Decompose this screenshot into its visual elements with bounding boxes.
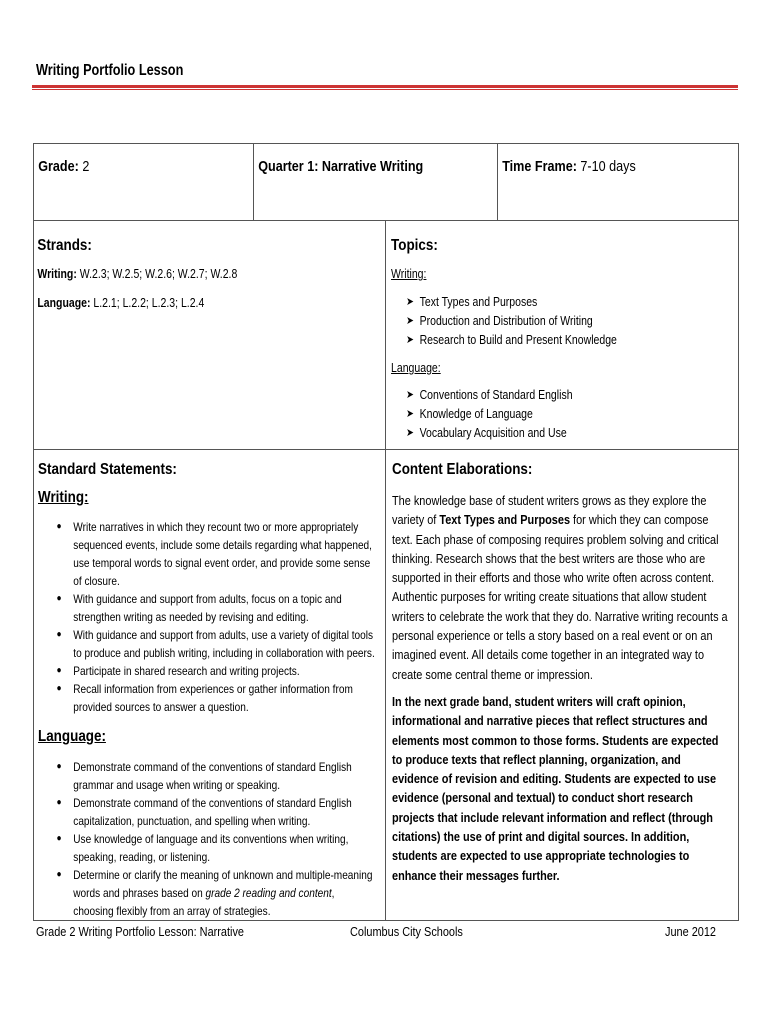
elaborations-paragraph-2: In the next grade band, student writers will craft opinion, informational and narrative pieces that reflect structures and elements most common to those forms. Students are expected to produce texts that reflect planning, organization, and evidence of revision and editing. Students are expected to use evidence (personal and textual) to conduct short research projects that include relevant information and reflect (through citations) the use of print and digital sources. In addition, students are expected to use appropriate technologies to enhance their messages further. [392, 693, 719, 883]
list-item: ● Demonstrate command of the conventions of standard English capitalization, punctuation, and spelling when writing. [56, 796, 352, 828]
quarter-cell [254, 144, 498, 221]
standards-writing-list [56, 518, 377, 716]
bullet-icon: ● [56, 683, 62, 694]
arrow-bullet-icon: ➤ [406, 296, 414, 308]
lesson-table [33, 143, 739, 921]
timeframe-value: 7-10 days [580, 158, 636, 175]
standards-cell [34, 450, 386, 921]
topics-heading: Topics: [391, 237, 438, 254]
strands-writing-value: W.2.3; W.2.5; W.2.6; W.2.7; W.2.8 [79, 267, 238, 281]
arrow-bullet-icon: ➤ [406, 408, 414, 420]
topics-cell [386, 221, 739, 450]
elaborations-cell [386, 450, 739, 921]
bullet-icon: ● [56, 797, 62, 808]
topics-writing-label: Writing: [391, 267, 427, 281]
arrow-bullet-icon: ➤ [406, 334, 414, 346]
list-item: ➤ Vocabulary Acquisition and Use [406, 424, 682, 443]
strands-writing-label: Writing: [37, 267, 77, 281]
list-item: ● Write narratives in which they recount two or more appropriately sequenced events, include some details regarding what happened, use temporal words to signal event order, and provide some sense of closure. [56, 520, 372, 588]
timeframe-cell [498, 144, 739, 221]
standards-heading: Standard Statements: [38, 461, 177, 478]
bullet-icon: ● [56, 869, 62, 880]
grade-label: Grade: [38, 158, 79, 175]
bullet-icon: ● [56, 761, 62, 772]
list-item: ➤ Conventions of Standard English [406, 386, 682, 405]
topics-language-list [406, 386, 682, 443]
strands-heading: Strands: [37, 237, 92, 254]
list-item: ● Demonstrate command of the conventions of standard English grammar and usage when writing or speaking. [56, 760, 352, 792]
arrow-bullet-icon: ➤ [406, 427, 414, 439]
strands-language-label: Language: [37, 296, 91, 310]
list-item: ● Participate in shared research and writing projects. [56, 664, 300, 678]
list-item: ● Determine or clarify the meaning of unknown and multiple-meaning words and phrases based on grade 2 reading and content, choosing flexibly from an array of strategies. [56, 868, 373, 918]
standards-language-heading: Language: [38, 728, 106, 745]
list-item: ● Use knowledge of language and its conventions when writing, speaking, reading, or listening. [56, 832, 349, 864]
quarter-label: Quarter 1: Narrative Writing [258, 158, 424, 175]
grade-cell [34, 144, 254, 221]
list-item: ➤ Text Types and Purposes [406, 293, 682, 312]
arrow-bullet-icon: ➤ [406, 389, 414, 401]
list-item: ● With guidance and support from adults, focus on a topic and strengthen writing as needed by revising and editing. [56, 592, 342, 624]
strands-cell [34, 221, 386, 450]
elaborations-heading: Content Elaborations: [392, 461, 533, 478]
document-title: Writing Portfolio Lesson [36, 62, 184, 79]
standards-language-list [56, 758, 377, 920]
strands-language-value: L.2.1; L.2.2; L.2.3; L.2.4 [93, 296, 205, 310]
footer-center: Columbus City Schools [350, 924, 463, 939]
elaborations-paragraph-1: The knowledge base of student writers grows as they explore the variety of Text Types and Purposes for which they can compose text. Each phase of composing requires problem solving and critical thinking. Research shows that the best writers are those who are supported in their efforts and those who write often across content. Authentic purposes for writing create situations that allow student writers to celebrate the work that they do. Narrative writing recounts a personal experience or tells a story based on a real event or on an imagined event. All details come together in an integrated way to create some central theme or impression. [392, 493, 728, 682]
list-item: ● With guidance and support from adults, use a variety of digital tools to produce and publish writing, including in collaboration with peers. [56, 628, 375, 660]
list-item: ➤ Production and Distribution of Writing [406, 312, 682, 331]
list-item: ● Recall information from experiences or gather information from provided sources to answer a question. [56, 682, 353, 714]
list-item: ➤ Research to Build and Present Knowledge [406, 331, 682, 350]
timeframe-label: Time Frame: [502, 158, 577, 175]
bullet-icon: ● [56, 593, 62, 604]
title-rule-thick [32, 85, 738, 88]
bullet-icon: ● [56, 521, 62, 532]
bullet-icon: ● [56, 665, 62, 676]
bullet-icon: ● [56, 833, 62, 844]
list-item: ➤ Knowledge of Language [406, 405, 682, 424]
standards-writing-heading: Writing: [38, 489, 89, 506]
bullet-icon: ● [56, 629, 62, 640]
topics-language-label: Language: [391, 361, 441, 375]
footer-left: Grade 2 Writing Portfolio Lesson: Narrative [36, 924, 244, 939]
title-rule-thin [32, 89, 738, 90]
footer-right: June 2012 [665, 924, 717, 939]
topics-writing-list [406, 293, 682, 350]
grade-value: 2 [82, 158, 90, 175]
arrow-bullet-icon: ➤ [406, 315, 414, 327]
